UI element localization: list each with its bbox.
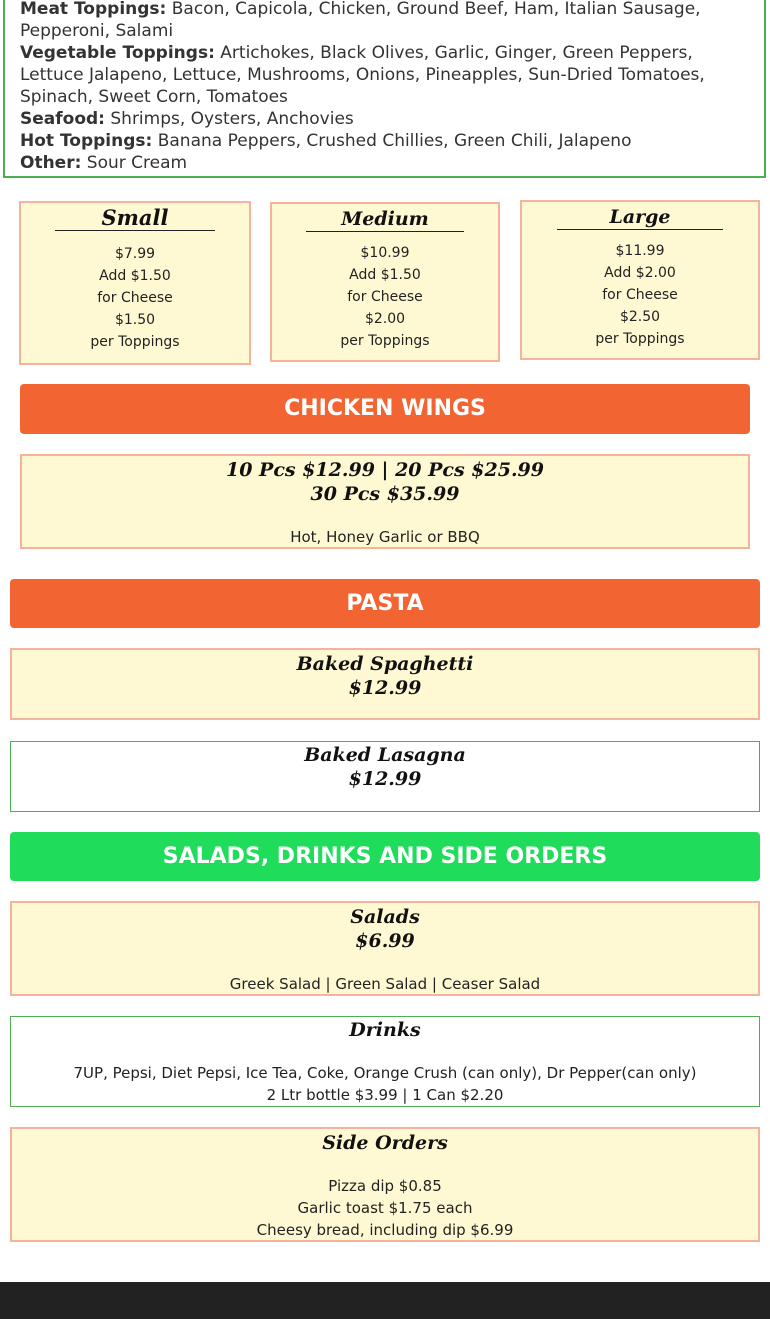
size-title: Medium: [306, 204, 464, 232]
meat-toppings: [20, 0, 749, 42]
pasta-item-price: $12.99: [348, 677, 422, 699]
hot-toppings-items: Banana Peppers, Crushed Chillies, Green Chili, Jalapeno: [152, 131, 632, 151]
pasta-item: [10, 648, 760, 720]
cheese-label: for Cheese: [602, 287, 678, 303]
cheese-label: for Cheese: [347, 289, 423, 305]
vegetable-toppings: [20, 42, 749, 108]
cheese-add: Add $2.00: [604, 265, 676, 281]
other-toppings-label: Other:: [20, 153, 82, 173]
salads-price: $6.99: [355, 930, 415, 952]
size-price: $11.99: [615, 243, 665, 259]
seafood-toppings: [20, 108, 749, 130]
wings-pricing-line-2: 30 Pcs $35.99: [310, 483, 460, 505]
salads-list: Greek Salad | Green Salad | Ceaser Salad: [229, 975, 541, 993]
wings-pricing-line-1: 10 Pcs $12.99 | 20 Pcs $25.99: [225, 459, 545, 481]
side-orders-card: [10, 1127, 760, 1242]
toppings-section: [3, 0, 766, 178]
size-details: [21, 243, 249, 353]
side-orders-name: Side Orders: [322, 1132, 448, 1154]
size-card-large: [520, 200, 760, 360]
topping-price: $2.50: [619, 309, 661, 325]
seafood-toppings-label: Seafood:: [20, 109, 105, 129]
cheese-label: for Cheese: [97, 290, 173, 306]
size-price: $10.99: [360, 245, 410, 261]
meat-toppings-label: Meat Toppings:: [20, 0, 167, 19]
cheese-add: Add $1.50: [349, 267, 421, 283]
cheese-add: Add $1.50: [99, 268, 171, 284]
side-order-line: Pizza dip $0.85: [328, 1177, 442, 1195]
topping-label: per Toppings: [340, 333, 430, 349]
footer-bar: [0, 1282, 770, 1319]
wings-flavors: Hot, Honey Garlic or BBQ: [290, 528, 480, 546]
chicken-wings-heading: CHICKEN WINGS: [20, 384, 750, 434]
size-details: [272, 242, 498, 352]
meat-toppings-items: Bacon, Capicola, Chicken, Ground Beef, Ham, Italian Sausage, Pepperoni, Salami: [20, 0, 701, 41]
topping-price: $2.00: [364, 311, 406, 327]
topping-label: per Toppings: [90, 334, 180, 350]
drinks-name: Drinks: [349, 1019, 421, 1041]
salads-card: [10, 901, 760, 996]
pasta-heading: PASTA: [10, 579, 760, 628]
topping-label: per Toppings: [595, 331, 685, 347]
size-title: Large: [557, 202, 723, 230]
size-price: $7.99: [114, 246, 156, 262]
size-title: Small: [55, 203, 215, 231]
pasta-item-name: Baked Lasagna: [304, 744, 466, 766]
drinks-list: 7UP, Pepsi, Diet Pepsi, Ice Tea, Coke, Orange Crush (can only), Dr Pepper(can only): [73, 1064, 697, 1082]
salads-drinks-sides-heading: SALADS, DRINKS AND SIDE ORDERS: [10, 832, 760, 881]
vegetable-toppings-label: Vegetable Toppings:: [20, 43, 215, 63]
other-toppings: [20, 152, 749, 174]
pasta-item-name: Baked Spaghetti: [296, 653, 474, 675]
size-details: [522, 240, 758, 350]
vegetable-toppings-items: Artichokes, Black Olives, Garlic, Ginger, Green Peppers, Lettuce Jalapeno, Lettuce, Mushrooms, Onions, Pineapples, Sun-Dried Tomatoes, Spinach, Sweet Corn, Tomatoes: [20, 43, 705, 107]
pasta-item-price: $12.99: [348, 768, 422, 790]
hot-toppings-label: Hot Toppings:: [20, 131, 153, 151]
drinks-card: [10, 1016, 760, 1107]
size-card-medium: [270, 202, 500, 362]
side-order-line: Garlic toast $1.75 each: [297, 1199, 473, 1217]
hot-toppings: [20, 130, 749, 152]
other-toppings-items: Sour Cream: [81, 153, 188, 173]
topping-price: $1.50: [114, 312, 156, 328]
side-order-line: Cheesy bread, including dip $6.99: [256, 1221, 514, 1239]
seafood-toppings-items: Shrimps, Oysters, Anchovies: [104, 109, 354, 129]
pasta-item: [10, 741, 760, 812]
drinks-pricing: 2 Ltr bottle $3.99 | 1 Can $2.20: [266, 1086, 504, 1104]
salads-name: Salads: [350, 906, 420, 928]
chicken-wings-card: [20, 454, 750, 549]
size-card-small: [19, 201, 251, 365]
